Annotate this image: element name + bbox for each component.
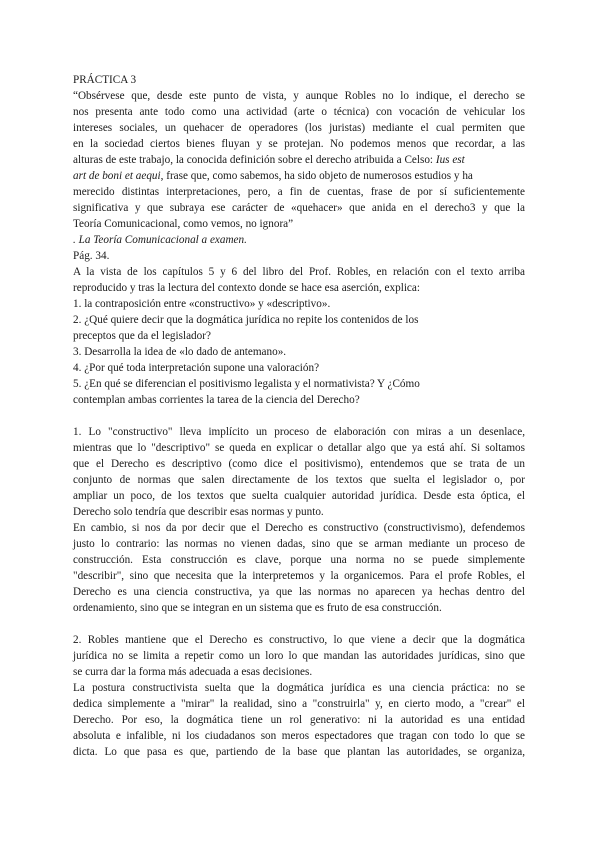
answer-line: Derecho es una ciencia constructiva, ya que las normas no aparecen ya hechas dentro del bbox=[73, 586, 525, 598]
answer-1 bbox=[73, 424, 525, 616]
question-item: preceptos que da el legislador? bbox=[73, 330, 211, 342]
quote-line: intereses sociales, un quehacer de operadores (los juristas) mediante el cual permiten que bbox=[73, 122, 525, 134]
paragraph-spacer bbox=[73, 408, 525, 424]
paragraph-spacer bbox=[73, 616, 525, 632]
answer-line: dedica simplemente a "mirar" la realidad, sino a "construirla" y, en cierto modo, a "crear" el bbox=[73, 698, 525, 710]
document-body bbox=[73, 72, 525, 760]
answer-line: "describir", sino que necesita que la interpretemos y la organicemos. Para el profe Robles, el bbox=[73, 570, 525, 582]
quote-line bbox=[73, 152, 525, 168]
answer-line: se curra dar la forma más adecuada a esas decisiones. bbox=[73, 666, 313, 678]
instructions-line: reproducido y tras la lectura del contexto donde se hace esa aserción, explica: bbox=[73, 282, 420, 294]
answer-line: justo lo contrario: las normas no vienen dadas, sino que se arman mediante un proceso de bbox=[73, 538, 525, 550]
answer-line: conjunto de normas que salen directamente de los textos que suelta el legislador o, por bbox=[73, 474, 525, 486]
answer-line: mientras que lo "descriptivo" se queda en explicar o detallar algo que ya está ahí. Si soltamos bbox=[73, 442, 525, 454]
answer-line: jurídica no se limita a repetir como un loro lo que mandan las autoridades jurídicas, sino que bbox=[73, 650, 525, 662]
instructions bbox=[73, 264, 525, 296]
answer-line: ampliar un poco, de los textos que suelta cualquier autoridad jurídica. Desde esta óptica, el bbox=[73, 490, 525, 502]
answer-line: construcción. Esta construcción es clave, porque una norma no se puede simplemente bbox=[73, 554, 525, 566]
answer-line: 2. Robles mantiene que el Derecho es constructivo, lo que viene a decir que la dogmática bbox=[73, 634, 525, 646]
quote-line: Teoría Comunicacional, como vemos, no ignora” bbox=[73, 218, 294, 230]
answer-line: La postura constructivista suelta que la dogmática jurídica es una ciencia práctica: no se bbox=[73, 682, 525, 694]
answer-2 bbox=[73, 632, 525, 760]
quote-text: , frase que, como sabemos, ha sido objeto de numerosos estudios y ha bbox=[160, 170, 473, 182]
page-reference: Pág. 34. bbox=[73, 250, 110, 262]
answer-line: dicta. Lo que pasa es que, partiendo de la base que plantan las autoridades, se organiza, bbox=[73, 746, 525, 758]
instructions-line: A la vista de los capítulos 5 y 6 del libro del Prof. Robles, en relación con el texto arriba bbox=[73, 266, 525, 278]
answer-line: que el Derecho es descriptivo (como dice el positivismo), entendemos que se trata de un bbox=[73, 458, 525, 470]
latin-phrase: Ius est bbox=[435, 154, 465, 166]
question-item: contemplan ambas corrientes la tarea de la ciencia del Derecho? bbox=[73, 394, 360, 406]
quote-line: en la sociedad ciertos bienes fluyan y se protejan. No podemos menos que recordar, a las bbox=[73, 138, 525, 150]
answer-line: En cambio, si nos da por decir que el Derecho es constructivo (constructivismo), defendemos bbox=[73, 522, 525, 534]
quote-line: merecido distintas interpretaciones, pero, a fin de cuentas, frase de por sí suficientemente bbox=[73, 186, 525, 198]
quote-line: “Obsérvese que, desde este punto de vista, y aunque Robles no lo indique, el derecho se bbox=[73, 90, 525, 102]
answer-line: ordenamiento, sino que se integran en un sistema que es fruto de esa construcción. bbox=[73, 602, 442, 614]
question-item: 2. ¿Qué quiere decir que la dogmática jurídica no repite los contenidos de los bbox=[73, 314, 419, 326]
question-item: 3. Desarrolla la idea de «lo dado de antemano». bbox=[73, 346, 287, 358]
latin-phrase: art de boni et aequi bbox=[73, 170, 161, 182]
question-item: 1. la contraposición entre «constructivo» y «descriptivo». bbox=[73, 298, 331, 310]
quote-line: significativa y que subraya ese carácter de «quehacer» que anida en el derecho3 y que la bbox=[73, 202, 525, 214]
document-title: PRÁCTICA 3 bbox=[73, 74, 137, 86]
question-item: 5. ¿En qué se diferencian el positivismo legalista y el normativista? Y ¿Cómo bbox=[73, 378, 420, 390]
answer-line: absoluta e infalible, ni los ciudadanos son meros espectadores que tragan con todo lo que se bbox=[73, 730, 525, 742]
quote-line bbox=[73, 168, 525, 184]
quote-text: alturas de este trabajo, la conocida definición sobre el derecho atribuida a Celso: bbox=[73, 154, 436, 166]
quote-source: . La Teoría Comunicacional a examen. bbox=[73, 234, 247, 246]
quote-line: nos presenta ante todo como una actividad (arte o técnica) con vocación de vehicular los bbox=[73, 106, 525, 118]
answer-line: Derecho. Por eso, la dogmática tiene un rol generativo: ni la autoridad es una entidad bbox=[73, 714, 525, 726]
answer-line: 1. Lo "constructivo" lleva implícito un proceso de elaboración con miras a un desenlace, bbox=[73, 426, 525, 438]
question-item: 4. ¿Por qué toda interpretación supone una valoración? bbox=[73, 362, 320, 374]
question-list bbox=[73, 296, 525, 408]
answer-line: Derecho solo tendría que describir esas normas y punto. bbox=[73, 506, 324, 518]
quote-block bbox=[73, 88, 525, 232]
